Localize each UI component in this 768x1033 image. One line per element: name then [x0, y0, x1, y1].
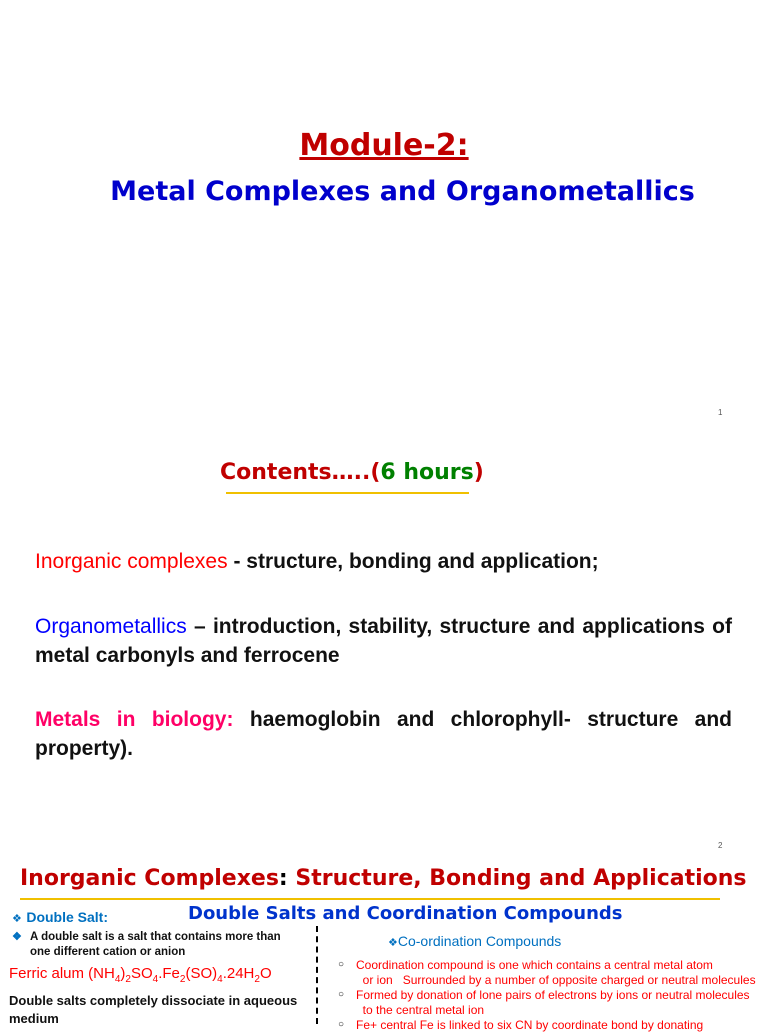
diamond-bullet-icon: ❖ — [12, 913, 22, 925]
double-salt-definition — [12, 930, 302, 960]
desc-organometallics: – introduction, stability, structure and applications of metal carbonyls and ferrocene — [35, 615, 732, 667]
double-salt-label: Double Salt: — [26, 909, 108, 925]
module-subtitle: Metal Complexes and Organometallics — [110, 176, 695, 207]
coord-heading — [388, 933, 561, 951]
coord-item-3 — [338, 1018, 768, 1033]
ferric-alum — [9, 965, 272, 985]
page-number-2: 2 — [718, 841, 723, 850]
contents-label: Contents…..( — [220, 460, 381, 485]
coord-item-1-line2: or ion Surrounded by a number of opposite charged or neutral molecules — [356, 973, 756, 987]
coord-item-3-text: Fe+ central Fe is linked to six CN by coordinate bond by donating — [356, 1018, 704, 1032]
coord-item-2 — [338, 988, 768, 1018]
contents-heading — [220, 460, 484, 485]
content-item-biology — [35, 705, 732, 763]
ferric-alum-formula: Ferric alum $(NH_4)_2SO_4.Fe_2(SO)_4.24H_2O$ — [9, 965, 272, 985]
coord-heading-label: Co-ordination Compounds — [397, 933, 562, 949]
term-organometallics: Organometallics — [35, 615, 187, 638]
double-salt-def-text: A double salt is a salt that contains more than one different cation or anion — [30, 931, 281, 958]
coord-list — [338, 958, 768, 1033]
content-item-inorganic — [35, 547, 732, 576]
module-title: Module-2: — [299, 128, 469, 163]
slide3-title-rest: Structure, Bonding and Applications — [287, 866, 747, 891]
desc-inorganic: - structure, bonding and application; — [227, 550, 599, 573]
desc-biology: haemoglobin and chlorophyll- structure and property). — [35, 708, 733, 760]
diamond-bullet-icon: ❖ — [12, 931, 22, 943]
slide3-title-main: Inorganic Complexes — [20, 866, 279, 891]
slide3-title-colon: : — [278, 866, 288, 891]
double-salt-heading — [12, 909, 108, 927]
diamond-bullet-icon: ❖ — [388, 937, 398, 949]
slide3-title — [20, 866, 747, 891]
term-biology: Metals in biology: — [35, 708, 234, 731]
page-number-1: 1 — [718, 408, 723, 417]
contents-underline — [226, 492, 469, 494]
column-divider — [316, 926, 318, 1024]
circle-bullet-icon: ○ — [338, 989, 345, 1000]
contents-close: ) — [473, 460, 484, 485]
circle-bullet-icon: ○ — [338, 1019, 345, 1030]
coord-item-2-line2: to the central metal ion — [356, 1003, 485, 1017]
term-inorganic: Inorganic complexes — [35, 550, 228, 573]
contents-hours: 6 hours — [380, 460, 474, 485]
circle-bullet-icon: ○ — [338, 959, 345, 970]
coord-item-1 — [338, 958, 768, 988]
slide3-underline — [20, 898, 720, 900]
coord-item-1-line1: Coordination compound is one which contains a central metal atom — [356, 958, 713, 972]
dissociate-text: Double salts completely dissociate in aqueous medium — [9, 993, 298, 1026]
slide3-subtitle: Double Salts and Coordination Compounds — [188, 903, 623, 924]
coord-item-2-line1: Formed by donation of lone pairs of electrons by ions or neutral molecules — [356, 988, 750, 1002]
content-item-organometallics — [35, 612, 732, 670]
